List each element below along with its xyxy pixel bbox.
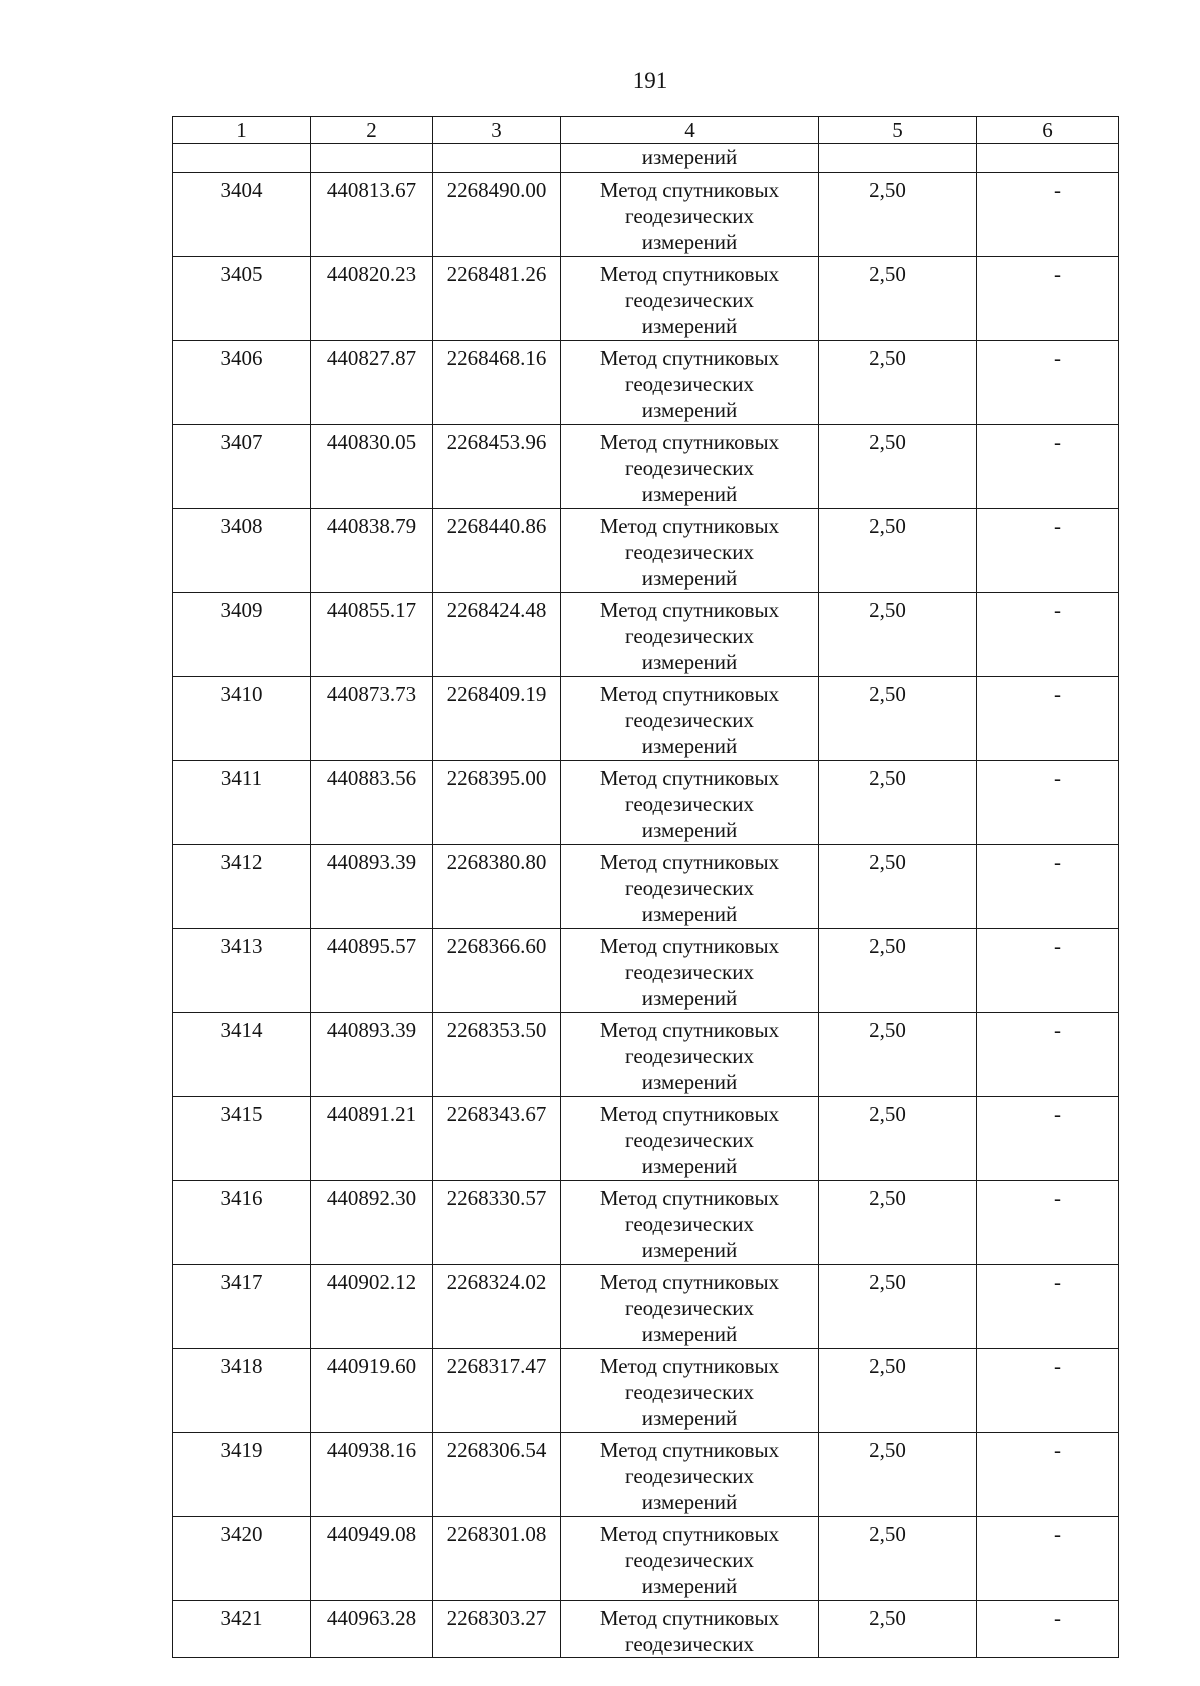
method-line: геодезических xyxy=(624,288,754,312)
accuracy-cell: 2,50 xyxy=(819,1601,977,1658)
method-cell xyxy=(561,173,819,257)
method-line: измерений xyxy=(641,1322,738,1346)
accuracy-cell: 2,50 xyxy=(819,509,977,593)
point-number-cell: 3405 xyxy=(173,257,311,341)
table-header-row xyxy=(173,117,1119,144)
method-line: измерений xyxy=(641,902,738,926)
coordinates-table xyxy=(172,116,1119,1658)
y-coordinate-cell: 2268380.80 xyxy=(433,845,561,929)
table-cell xyxy=(977,144,1119,173)
point-number-cell: 3408 xyxy=(173,509,311,593)
method-line: Метод спутниковых xyxy=(599,1354,780,1378)
method-line: геодезических xyxy=(624,1464,754,1488)
method-line: геодезических xyxy=(624,204,754,228)
method-line: Метод спутниковых xyxy=(599,1018,780,1042)
y-coordinate-cell: 2268317.47 xyxy=(433,1349,561,1433)
x-coordinate-cell: 440820.23 xyxy=(311,257,433,341)
accuracy-cell: 2,50 xyxy=(819,929,977,1013)
y-coordinate-cell: 2268303.27 xyxy=(433,1601,561,1658)
table-row xyxy=(173,1433,1119,1517)
accuracy-cell: 2,50 xyxy=(819,1349,977,1433)
x-coordinate-cell: 440855.17 xyxy=(311,593,433,677)
accuracy-cell: 2,50 xyxy=(819,1265,977,1349)
point-number-cell: 3421 xyxy=(173,1601,311,1658)
method-line: геодезических xyxy=(624,372,754,396)
table-row xyxy=(173,1097,1119,1181)
table-row xyxy=(173,1349,1119,1433)
x-coordinate-cell: 440892.30 xyxy=(311,1181,433,1265)
point-number-cell: 3420 xyxy=(173,1517,311,1601)
point-number-cell: 3419 xyxy=(173,1433,311,1517)
y-coordinate-cell: 2268409.19 xyxy=(433,677,561,761)
note-cell: - xyxy=(977,1433,1119,1517)
method-line: геодезических xyxy=(624,1632,754,1656)
method-line: измерений xyxy=(641,230,738,254)
method-line: геодезических xyxy=(624,792,754,816)
table-row xyxy=(173,1013,1119,1097)
y-coordinate-cell: 2268366.60 xyxy=(433,929,561,1013)
point-number-cell: 3411 xyxy=(173,761,311,845)
x-coordinate-cell: 440949.08 xyxy=(311,1517,433,1601)
x-coordinate-cell: 440938.16 xyxy=(311,1433,433,1517)
note-cell: - xyxy=(977,1097,1119,1181)
method-line: измерений xyxy=(641,1574,738,1598)
method-line: измерений xyxy=(641,1490,738,1514)
table-cell xyxy=(433,144,561,173)
method-line: измерений xyxy=(641,1154,738,1178)
method-line: измерений xyxy=(641,314,738,338)
note-cell: - xyxy=(977,1265,1119,1349)
method-line: измерений xyxy=(641,818,738,842)
x-coordinate-cell: 440827.87 xyxy=(311,341,433,425)
method-line: измерений xyxy=(641,1070,738,1094)
accuracy-cell: 2,50 xyxy=(819,593,977,677)
table-row xyxy=(173,761,1119,845)
table-row xyxy=(173,929,1119,1013)
y-coordinate-cell: 2268490.00 xyxy=(433,173,561,257)
y-coordinate-cell: 2268424.48 xyxy=(433,593,561,677)
accuracy-cell: 2,50 xyxy=(819,677,977,761)
table-row xyxy=(173,257,1119,341)
method-tail-cell: измерений xyxy=(561,144,819,173)
note-cell: - xyxy=(977,845,1119,929)
point-number-cell: 3413 xyxy=(173,929,311,1013)
note-cell: - xyxy=(977,257,1119,341)
method-cell xyxy=(561,1013,819,1097)
note-cell: - xyxy=(977,677,1119,761)
method-line: Метод спутниковых xyxy=(599,1522,780,1546)
accuracy-cell: 2,50 xyxy=(819,845,977,929)
method-line: измерений xyxy=(641,482,738,506)
method-line: Метод спутниковых xyxy=(599,1438,780,1462)
y-coordinate-cell: 2268301.08 xyxy=(433,1517,561,1601)
method-cell xyxy=(561,1265,819,1349)
note-cell: - xyxy=(977,509,1119,593)
y-coordinate-cell: 2268468.16 xyxy=(433,341,561,425)
y-coordinate-cell: 2268440.86 xyxy=(433,509,561,593)
method-line: геодезических xyxy=(624,624,754,648)
column-header: 5 xyxy=(819,117,977,144)
method-cell xyxy=(561,929,819,1013)
point-number-cell: 3404 xyxy=(173,173,311,257)
table-cell xyxy=(311,144,433,173)
accuracy-cell: 2,50 xyxy=(819,425,977,509)
accuracy-cell: 2,50 xyxy=(819,173,977,257)
note-cell: - xyxy=(977,173,1119,257)
accuracy-cell: 2,50 xyxy=(819,257,977,341)
method-line: геодезических xyxy=(624,1044,754,1068)
y-coordinate-cell: 2268453.96 xyxy=(433,425,561,509)
method-line: геодезических xyxy=(624,960,754,984)
x-coordinate-cell: 440893.39 xyxy=(311,1013,433,1097)
method-cell xyxy=(561,1097,819,1181)
method-cell xyxy=(561,1181,819,1265)
x-coordinate-cell: 440919.60 xyxy=(311,1349,433,1433)
x-coordinate-cell: 440963.28 xyxy=(311,1601,433,1658)
method-line: геодезических xyxy=(624,1296,754,1320)
method-line: геодезических xyxy=(624,1548,754,1572)
method-line: геодезических xyxy=(624,456,754,480)
method-line: геодезических xyxy=(624,1380,754,1404)
table-row xyxy=(173,173,1119,257)
method-line: измерений xyxy=(641,734,738,758)
point-number-cell: 3407 xyxy=(173,425,311,509)
page-number: 191 xyxy=(632,68,668,93)
method-cell xyxy=(561,509,819,593)
note-cell: - xyxy=(977,1517,1119,1601)
method-cell xyxy=(561,1517,819,1601)
point-number-cell: 3412 xyxy=(173,845,311,929)
table-row xyxy=(173,845,1119,929)
point-number-cell: 3410 xyxy=(173,677,311,761)
method-cell xyxy=(561,1601,819,1658)
note-cell: - xyxy=(977,761,1119,845)
method-line: измерений xyxy=(641,566,738,590)
method-cell xyxy=(561,845,819,929)
x-coordinate-cell: 440873.73 xyxy=(311,677,433,761)
note-cell: - xyxy=(977,1013,1119,1097)
method-line: измерений xyxy=(641,1406,738,1430)
method-cell xyxy=(561,593,819,677)
method-line: Метод спутниковых xyxy=(599,1102,780,1126)
accuracy-cell: 2,50 xyxy=(819,1013,977,1097)
table-cell xyxy=(173,144,311,173)
method-line: Метод спутниковых xyxy=(599,514,780,538)
x-coordinate-cell: 440838.79 xyxy=(311,509,433,593)
table-row xyxy=(173,425,1119,509)
accuracy-cell: 2,50 xyxy=(819,1097,977,1181)
method-line: геодезических xyxy=(624,540,754,564)
method-line: Метод спутниковых xyxy=(599,430,780,454)
table-row xyxy=(173,341,1119,425)
column-header: 1 xyxy=(173,117,311,144)
point-number-cell: 3406 xyxy=(173,341,311,425)
method-line: Метод спутниковых xyxy=(599,1270,780,1294)
x-coordinate-cell: 440893.39 xyxy=(311,845,433,929)
method-line: Метод спутниковых xyxy=(599,1606,780,1630)
method-cell xyxy=(561,1433,819,1517)
method-line: измерений xyxy=(641,650,738,674)
x-coordinate-cell: 440891.21 xyxy=(311,1097,433,1181)
method-line: Метод спутниковых xyxy=(599,934,780,958)
table-row xyxy=(173,1601,1119,1658)
x-coordinate-cell: 440813.67 xyxy=(311,173,433,257)
method-line: Метод спутниковых xyxy=(599,850,780,874)
point-number-cell: 3409 xyxy=(173,593,311,677)
note-cell: - xyxy=(977,929,1119,1013)
column-header: 6 xyxy=(977,117,1119,144)
point-number-cell: 3417 xyxy=(173,1265,311,1349)
column-header: 3 xyxy=(433,117,561,144)
table-row xyxy=(173,1181,1119,1265)
note-cell: - xyxy=(977,1181,1119,1265)
x-coordinate-cell: 440902.12 xyxy=(311,1265,433,1349)
y-coordinate-cell: 2268353.50 xyxy=(433,1013,561,1097)
accuracy-cell: 2,50 xyxy=(819,341,977,425)
x-coordinate-cell: 440895.57 xyxy=(311,929,433,1013)
coordinates-table-wrapper xyxy=(172,116,1118,1658)
y-coordinate-cell: 2268324.02 xyxy=(433,1265,561,1349)
column-header: 2 xyxy=(311,117,433,144)
method-cell xyxy=(561,425,819,509)
method-cell xyxy=(561,677,819,761)
method-line: геодезических xyxy=(624,876,754,900)
y-coordinate-cell: 2268395.00 xyxy=(433,761,561,845)
accuracy-cell: 2,50 xyxy=(819,1517,977,1601)
y-coordinate-cell: 2268343.67 xyxy=(433,1097,561,1181)
method-line: измерений xyxy=(641,398,738,422)
table-row xyxy=(173,1265,1119,1349)
method-cell xyxy=(561,1349,819,1433)
note-cell: - xyxy=(977,1349,1119,1433)
method-line: Метод спутниковых xyxy=(599,346,780,370)
accuracy-cell: 2,50 xyxy=(819,1433,977,1517)
table-row xyxy=(173,677,1119,761)
method-cell xyxy=(561,761,819,845)
table-cell xyxy=(819,144,977,173)
point-number-cell: 3418 xyxy=(173,1349,311,1433)
method-line: Метод спутниковых xyxy=(599,598,780,622)
method-line: геодезических xyxy=(624,1128,754,1152)
method-line: Метод спутниковых xyxy=(599,682,780,706)
note-cell: - xyxy=(977,341,1119,425)
method-line: геодезических xyxy=(624,1212,754,1236)
point-number-cell: 3414 xyxy=(173,1013,311,1097)
point-number-cell: 3416 xyxy=(173,1181,311,1265)
method-cell xyxy=(561,341,819,425)
continuation-row xyxy=(173,144,1119,173)
accuracy-cell: 2,50 xyxy=(819,761,977,845)
method-line: Метод спутниковых xyxy=(599,262,780,286)
note-cell: - xyxy=(977,1601,1119,1658)
point-number-cell: 3415 xyxy=(173,1097,311,1181)
table-row xyxy=(173,593,1119,677)
y-coordinate-cell: 2268306.54 xyxy=(433,1433,561,1517)
method-line: измерений xyxy=(641,986,738,1010)
x-coordinate-cell: 440883.56 xyxy=(311,761,433,845)
table-row xyxy=(173,1517,1119,1601)
method-line: геодезических xyxy=(624,708,754,732)
note-cell: - xyxy=(977,593,1119,677)
y-coordinate-cell: 2268481.26 xyxy=(433,257,561,341)
method-line: Метод спутниковых xyxy=(599,766,780,790)
accuracy-cell: 2,50 xyxy=(819,1181,977,1265)
x-coordinate-cell: 440830.05 xyxy=(311,425,433,509)
method-line: Метод спутниковых xyxy=(599,1186,780,1210)
y-coordinate-cell: 2268330.57 xyxy=(433,1181,561,1265)
method-cell xyxy=(561,257,819,341)
table-row xyxy=(173,509,1119,593)
method-line: Метод спутниковых xyxy=(599,178,780,202)
column-header: 4 xyxy=(561,117,819,144)
note-cell: - xyxy=(977,425,1119,509)
method-line: измерений xyxy=(641,1238,738,1262)
